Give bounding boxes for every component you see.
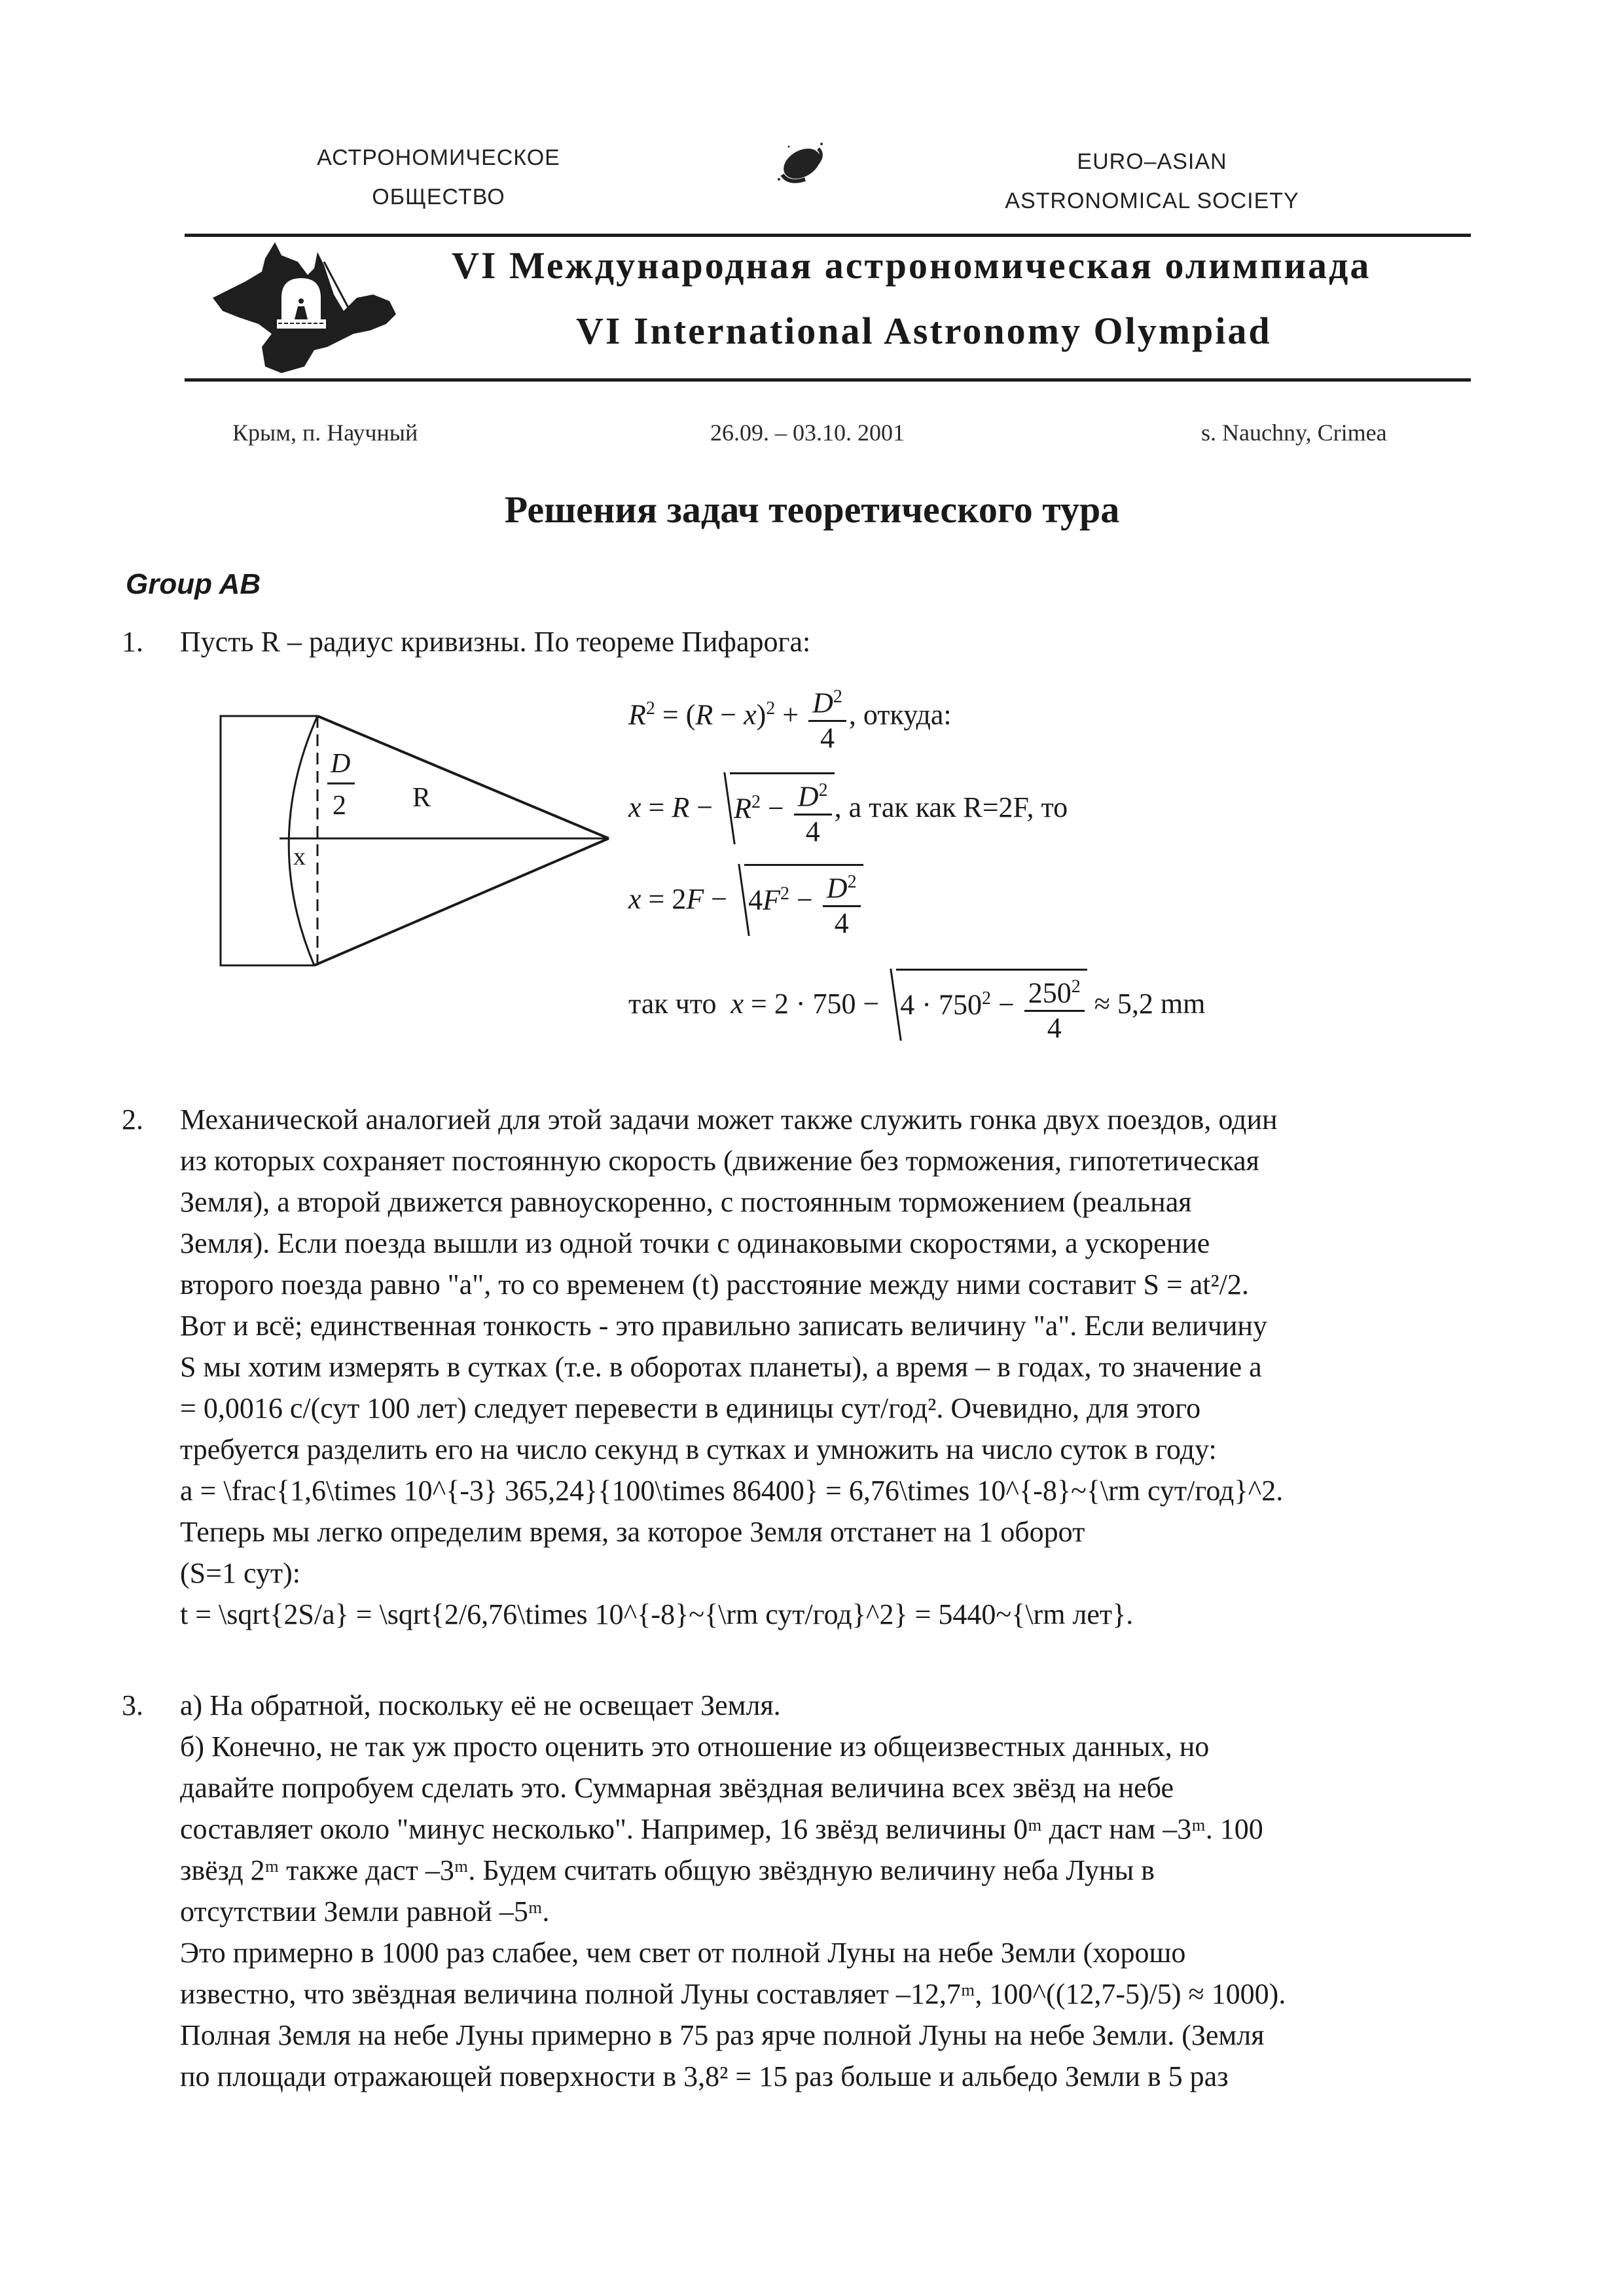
problem-3-line: Это примерно в 1000 раз слабее, чем свет от полной Луны на небе Земли (хорошо bbox=[180, 1937, 1186, 1969]
eq1-suffix: , откуда: bbox=[848, 698, 952, 731]
diagram-label-R: R bbox=[412, 783, 431, 813]
lens-diagram bbox=[216, 710, 615, 972]
org-en-line2: ASTRONOMICAL SOCIETY bbox=[1005, 188, 1299, 213]
problem-3-line: а) На обратной, поскольку её не освещает Земля. bbox=[180, 1689, 781, 1721]
problem-1-intro: Пусть R – радиус кривизны. По теореме Пифарога: bbox=[180, 626, 811, 658]
olympiad-title-en: VI International Astronomy Olympiad bbox=[576, 310, 1272, 352]
location-ru: Крым, п. Научный bbox=[232, 420, 418, 446]
problem-2-line: Механической аналогией для этой задачи может также служить гонка двух поездов, один bbox=[180, 1103, 1278, 1136]
problem-2-latex-t: t = \sqrt{2S/a} = \sqrt{2/6,76\times 10^{-8}~{\rm сут/год}^2} = 5440~{\rm лет}. bbox=[180, 1598, 1134, 1630]
problem-3-line: по площади отражающей поверхности в 3,8² = 15 раз больше и альбедо Земли в 5 раз bbox=[180, 2060, 1229, 2092]
group-heading: Group AB bbox=[126, 568, 261, 600]
problem-2-line: второго поезда равно "a", то со временем (t) расстояние между ними составит S = at²/2. bbox=[180, 1268, 1249, 1300]
galaxy-logo-icon bbox=[769, 139, 831, 191]
problem-2-number: 2. bbox=[122, 1103, 143, 1136]
problem-2-line: требуется разделить его на число секунд в сутках и умножить на число суток в году: bbox=[180, 1433, 1217, 1465]
problem-2-line: из которых сохраняет постоянную скорость (движение без торможения, гипотетическая bbox=[180, 1145, 1259, 1177]
diagram-label-2: 2 bbox=[333, 791, 346, 821]
problem-2-latex-a: a = \frac{1,6\times 10^{-3} 365,24}{100\times 86400} = 6,76\times 10^{-8}~{\rm сут/год}^2. bbox=[180, 1475, 1284, 1507]
problem-3-number: 3. bbox=[122, 1689, 143, 1721]
problem-3-line: Полная Земля на небе Луны примерно в 75 раз ярче полной Луны на небе Земли. (Земля bbox=[180, 2019, 1265, 2051]
problem-2-body bbox=[180, 1103, 1528, 1639]
problem-2-line: (S=1 сут): bbox=[180, 1557, 300, 1589]
problem-3-line: б) Конечно, не так уж просто оценить это отношение из общеизвестных данных, но bbox=[180, 1731, 1210, 1763]
equation-x-from-F: $x = 2F - 4F^2$ − $\frac{D^2}{4}$ bbox=[628, 864, 863, 940]
org-ru-line2: ОБЩЕСТВО bbox=[372, 185, 505, 209]
diagram-label-D: D bbox=[331, 749, 351, 779]
eq2-suffix: , а так как R=2F, то bbox=[834, 791, 1068, 823]
event-dates: 26.09. – 03.10. 2001 bbox=[710, 420, 905, 446]
olympiad-title-ru: VI Международная астрономическая олимпиада bbox=[452, 244, 1371, 287]
header-bottom-rule bbox=[185, 378, 1471, 382]
crimea-logo-icon bbox=[200, 236, 409, 376]
eq4-result: ≈ 5,2 mm bbox=[1094, 987, 1206, 1020]
problem-3-line: составляет около "минус несколько". Например, 16 звёзд величины 0ᵐ даст нам –3ᵐ. 100 bbox=[180, 1813, 1263, 1845]
problem-2-line: Земля). Если поезда вышли из одной точки с одинаковыми скоростями, а ускорение bbox=[180, 1227, 1210, 1259]
equation-numeric-result: так что $x = 2 \cdot 750 - 4 \cdot 750^2$ − $\frac{250^2}{4}$ ≈ 5,2 mm bbox=[628, 969, 1205, 1045]
problem-3-line: отсутствии Земли равной –5ᵐ. bbox=[180, 1895, 550, 1928]
page-title: Решения задач теоретического тура bbox=[504, 488, 1120, 531]
problem-1-number: 1. bbox=[122, 626, 143, 658]
problem-2-line: S мы хотим измерять в сутках (т.е. в оборотах планеты), а время – в годах, то значение a bbox=[180, 1351, 1262, 1383]
problem-3-line: известно, что звёздная величина полной Луны составляет –12,7ᵐ, 100^((12,7-5)/5) ≈ 1000). bbox=[180, 1978, 1286, 2010]
problem-2-line: Земля), а второй движется равноускоренно, с постоянным торможением (реальная bbox=[180, 1186, 1192, 1218]
problem-3-line: давайте попробуем сделать это. Суммарная звёздная величина всех звёзд на небе bbox=[180, 1772, 1174, 1804]
problem-2-line: Вот и всё; единственная тонкость - это правильно записать величину "a". Если величину bbox=[180, 1310, 1267, 1342]
org-ru-line1: АСТРОНОМИЧЕСКОЕ bbox=[317, 145, 560, 170]
diagram-label-x: x bbox=[293, 843, 306, 870]
problem-2-line: Теперь мы легко определим время, за которое Земля отстанет на 1 оборот bbox=[180, 1516, 1085, 1548]
equation-x-from-R: $x = R - R^2$ − $\frac{D^2}{4}$ , а так как R=2F, то bbox=[628, 772, 1068, 848]
problem-2-line: = 0,0016 с/(сут 100 лет) следует перевести в единицы сут/год². Очевидно, для этого bbox=[180, 1392, 1201, 1424]
problem-3-line: звёзд 2ᵐ также даст –3ᵐ. Будем считать общую звёздную величину неба Луны в bbox=[180, 1854, 1155, 1886]
org-en-line1: EURO–ASIAN bbox=[1077, 149, 1227, 174]
problem-3-body bbox=[180, 1689, 1528, 2101]
location-en: s. Nauchny, Crimea bbox=[1201, 420, 1387, 446]
equation-pythagoras: $R^2 = (R - x)^2$ + $\frac{D^2}{4}$ , откуда: bbox=[628, 681, 952, 755]
